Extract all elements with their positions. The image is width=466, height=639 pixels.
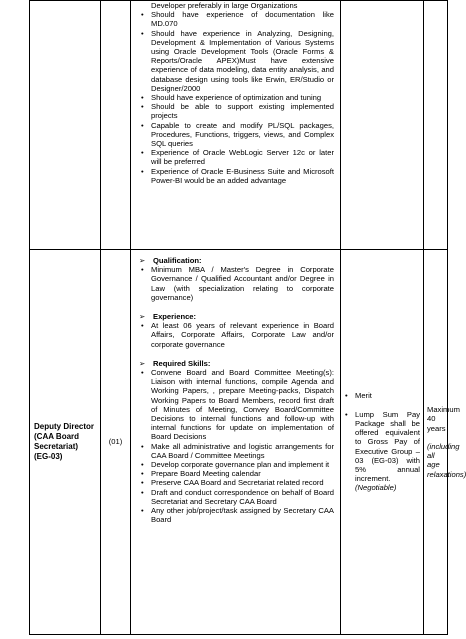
table-row [30,1,448,250]
list-item: • Prepare Board Meeting calendar [139,469,334,478]
list-item: • Minimum MBA / Master's Degree in Corporate Governance / Qualified Accountant and/or Degree in Law (with specialization relating to corporate governance) [139,265,334,302]
negotiable-note: (Negotiable) [355,483,397,493]
count-cell [101,1,131,250]
list-item: • Lump Sum Pay Package shall be offered equivalent to Gross Pay of Executive Group – 03 (EG-03) with 5% annual increment. (Negotiable) [343,410,420,493]
qualification-list [131,265,340,302]
age-cell [424,250,466,635]
list-item: • Preserve CAA Board and Secretariat related record [139,478,334,487]
requirements-list [131,1,340,185]
skills-list [131,368,340,524]
list-item: • Merit [343,391,420,400]
vacancy-count: (01) [108,437,123,447]
document-page [29,0,466,632]
count-cell [101,250,131,635]
list-item: • Convene Board and Board Committee Meeting(s): Liaison with internal functions, compile Agenda and Working Papers, , prepare Meeting-packs, Dispatch Working Papers to Board Members, record first draft of Minutes of Meeting, Convey Board/Committee Decisions to internal functions and follow-up with internal functions for update on implementation of Board Decisions [139,368,334,442]
list-item: • Make all administrative and logistic arrangements for CAA Board / Committee Meetings [139,442,334,460]
list-item: • Experience of Oracle E-Business Suite and Microsoft Power-BI would be an added advantage [139,167,334,185]
list-item: • Should be able to support existing implemented projects [139,102,334,120]
requirements-cell [131,1,341,250]
qualification-heading: ➢ Qualification: [139,256,202,265]
table-row [30,250,448,635]
requirements-cell [131,250,341,635]
experience-heading: ➢ Experience: [139,312,197,322]
list-item: • Experience of Oracle WebLogic Server 12c or later will be preferred [139,148,334,166]
positions-table [29,0,466,635]
age-limit: Maximum 40 years (including all age relaxations) [427,405,466,479]
remuneration-cell [341,250,424,635]
position-cell [30,1,101,250]
list-item: • Develop corporate governance plan and implement it [139,460,334,469]
list-item: • At least 06 years of relevant experience in Board Affairs, Corporate Affairs, Corporate Law and/or corporate governance [139,321,334,349]
list-item: • Should have experience of documentation like MD.070 [139,10,334,28]
list-item: Developer preferably in large Organizations [151,1,298,10]
arrow-bullet-icon: ➢ [139,358,146,368]
arrow-bullet-icon: ➢ [139,256,146,265]
list-item: • Draft and conduct correspondence on behalf of Board Secretariat and Secretary CAA Board [139,488,334,506]
experience-list [131,321,340,349]
arrow-bullet-icon: ➢ [139,312,146,322]
skills-heading: ➢ Required Skills: [139,358,211,368]
age-note: (including all age relaxations) [427,441,466,479]
list-item: • Should have experience in Analyzing, Designing, Development & Implementation of Various Systems using Oracle Development Tools (Oracle Forms & Reports/Oracle APEX)Must have extensive experience of data modeling, data entity analysis, and database design using tools like Erwin, ER/Studio or Designer/2000 [139,29,334,93]
list-item: • Capable to create and modify PL/SQL packages, Procedures, Functions, triggers, views, and Complex SQL queries [139,121,334,149]
position-cell [30,250,101,635]
age-cell [424,1,448,250]
remuneration-list [341,391,423,492]
list-item: • Any other job/project/task assigned by Secretary CAA Board [139,506,334,524]
position-title: Deputy Director (CAA Board Secretariat) (EG-03) [34,422,95,461]
remuneration-cell [341,1,424,250]
list-item: • Should have experience of optimization and tuning [139,93,334,102]
